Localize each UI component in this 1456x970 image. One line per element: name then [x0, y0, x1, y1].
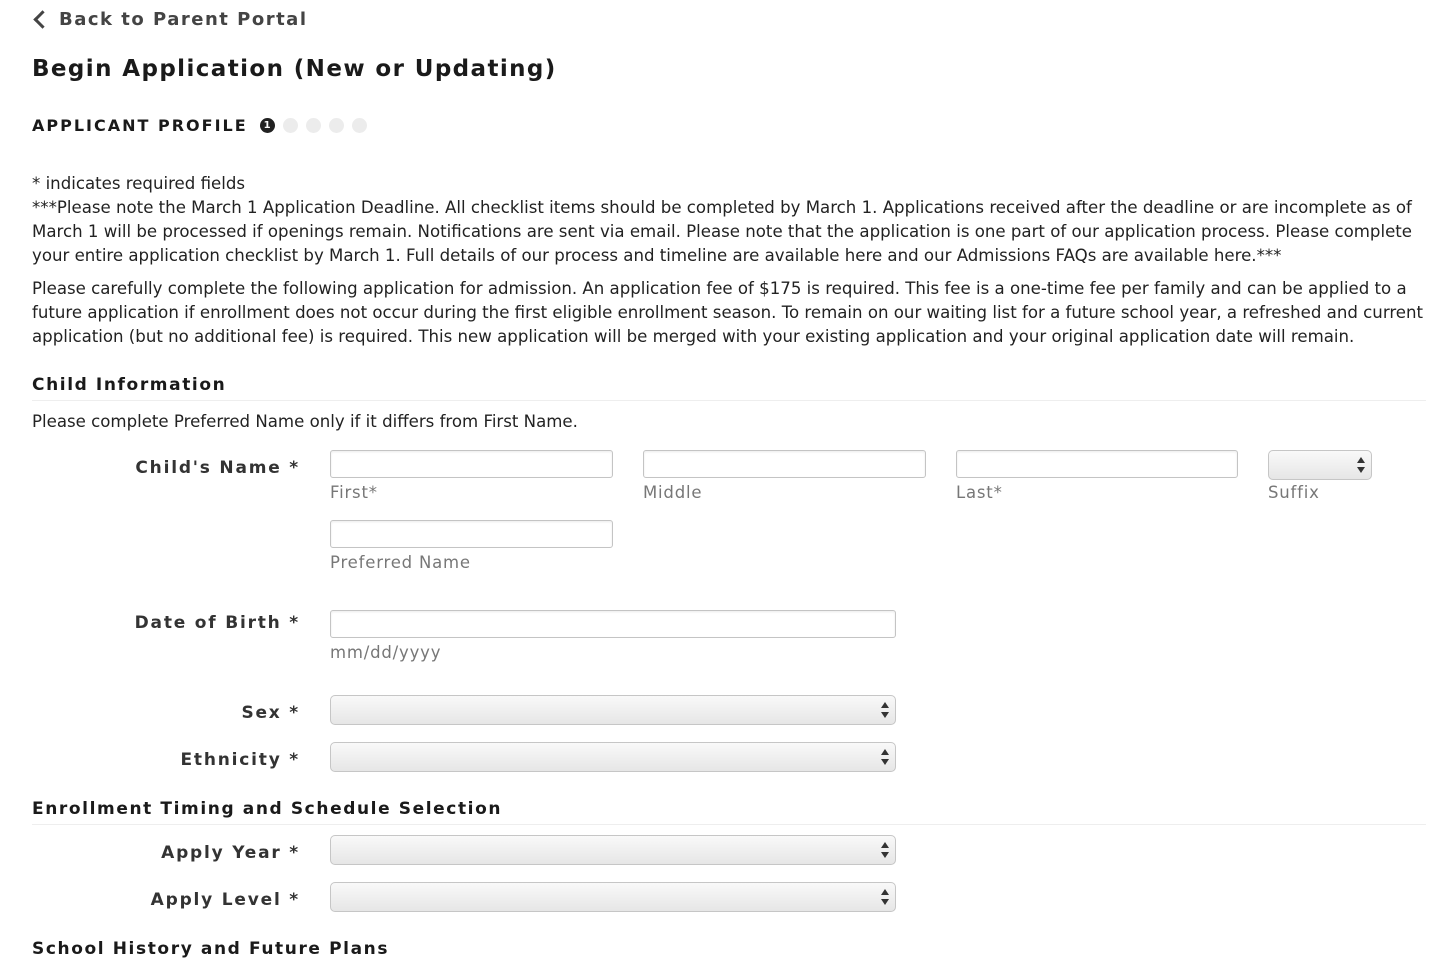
- step-dot: [306, 118, 321, 133]
- suffix-caption: Suffix: [1268, 483, 1320, 502]
- step-indicator: [32, 116, 367, 135]
- enrollment-timing-heading: Enrollment Timing and Schedule Selection: [32, 799, 503, 819]
- date-of-birth-caption: mm/dd/yyyy: [330, 643, 442, 662]
- back-link-label: Back to Parent Portal: [59, 9, 308, 30]
- last-name-input[interactable]: [956, 450, 1238, 478]
- step-dot: [352, 118, 367, 133]
- required-fields-note: * indicates required fields: [32, 174, 246, 193]
- date-of-birth-input[interactable]: [330, 610, 896, 638]
- section-divider: [32, 400, 1426, 401]
- step-dot-current: 1: [260, 118, 275, 133]
- deadline-note: ***Please note the March 1 Application Deadline. All checklist items should be completed by March 1. Applications received after the deadline or are incomplete as of March 1 will be processed if openings remain. Notifications are sent via email. Please note that the application is one part of our application process. Please complete your entire application checklist by March 1. Full details of our process and timeline are available here and our Admissions FAQs are available here.***: [32, 198, 1412, 265]
- select-arrows-icon: [881, 841, 889, 859]
- section-divider: [32, 824, 1426, 825]
- step-title: APPLICANT PROFILE: [32, 116, 248, 135]
- child-information-heading: Child Information: [32, 375, 227, 395]
- page-title: Begin Application (New or Updating): [32, 56, 557, 82]
- sex-select[interactable]: [330, 695, 896, 725]
- back-to-parent-portal-link[interactable]: [32, 9, 308, 30]
- middle-name-input[interactable]: [643, 450, 926, 478]
- step-dot: [283, 118, 298, 133]
- select-arrows-icon: [881, 888, 889, 906]
- apply-year-select[interactable]: [330, 835, 896, 865]
- childs-name-label: Child's Name *: [135, 458, 300, 478]
- sex-label: Sex *: [241, 703, 300, 723]
- preferred-name-input[interactable]: [330, 520, 613, 548]
- first-name-input[interactable]: [330, 450, 613, 478]
- ethnicity-select[interactable]: [330, 742, 896, 772]
- fee-note: Please carefully complete the following application for admission. An application fee of $175 is required. This fee is a one-time fee per family and can be applied to a future application if enrollment does not occur during the first eligible enrollment season. To remain on our waiting list for a future school year, a refreshed and current application (but no additional fee) is required. This new application will be merged with your existing application and your original application date will remain.: [32, 279, 1424, 346]
- preferred-name-instruction: Please complete Preferred Name only if it differs from First Name.: [32, 412, 578, 431]
- last-name-caption: Last*: [956, 483, 1003, 502]
- first-name-caption: First*: [330, 483, 378, 502]
- apply-level-select[interactable]: [330, 882, 896, 912]
- chevron-left-icon: [33, 10, 51, 28]
- preferred-name-caption: Preferred Name: [330, 553, 471, 572]
- select-arrows-icon: [881, 748, 889, 766]
- suffix-select[interactable]: [1268, 450, 1372, 480]
- apply-year-label: Apply Year *: [161, 843, 300, 863]
- select-arrows-icon: [1357, 456, 1365, 474]
- apply-level-label: Apply Level *: [150, 890, 300, 910]
- step-dot: [329, 118, 344, 133]
- school-history-heading: School History and Future Plans: [32, 939, 390, 959]
- select-arrows-icon: [881, 701, 889, 719]
- ethnicity-label: Ethnicity *: [180, 750, 300, 770]
- date-of-birth-label: Date of Birth *: [134, 613, 300, 633]
- middle-name-caption: Middle: [643, 483, 703, 502]
